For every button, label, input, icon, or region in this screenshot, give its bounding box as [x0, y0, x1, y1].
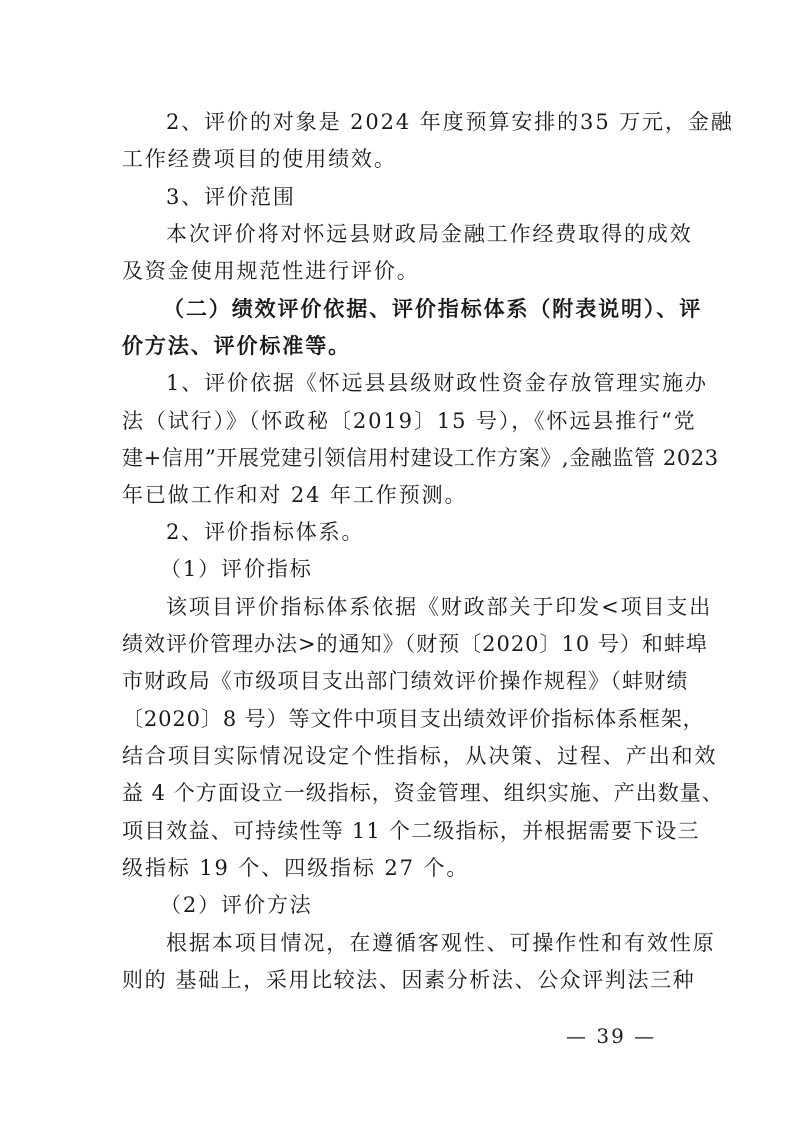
page-number: — 39 —: [566, 1024, 657, 1048]
document-page: 2、评价的对象是 2024 年度预算安排的35 万元，金融 工作经费项目的使用绩效。 3、评价范围 本次评价将对怀远县财政局金融工作经费取得的成效 及资金使用规范性进行评价。 （二）绩效评价依据、评价指标体系（附表说明）、评 价方法、评价标准等。 1、评价依据《怀远县县级财政性资金存放管理实施办 法（试行）》（怀政秘〔2019〕15 号），《怀远县推行“党 建+信用”开展党建引领信用村建设工作方案》,金融监管 2023 年已做工作和对 24 年工作预测。 2、评价指标体系。 （1）评价指标 该项目评价指标体系依据《财政部关于印发<项目支出 绩效评价管理办法>的通知》（财预〔2020〕10 号）和蚌埠 市财政局《市级项目支出部门绩效评价操作规程》（蚌财绩 〔2020〕8 号）等文件中项目支出绩效评价指标体系框架， 结合项目实际情况设定个性指标，从决策、过程、产出和效 益 4 个方面设立一级指标，资金管理、组织实施、产出数量、 项目效益、可持续性等 11 个二级指标，并根据需要下设三 级指标 19 个、四级指标 27 个。 （2）评价方法 根据本项目情况，在遵循客观性、可操作性和有效性原 则的 基础上，采用比较法、因素分析法、公众评判法三种 — 39 —: [122, 110, 734, 1048]
